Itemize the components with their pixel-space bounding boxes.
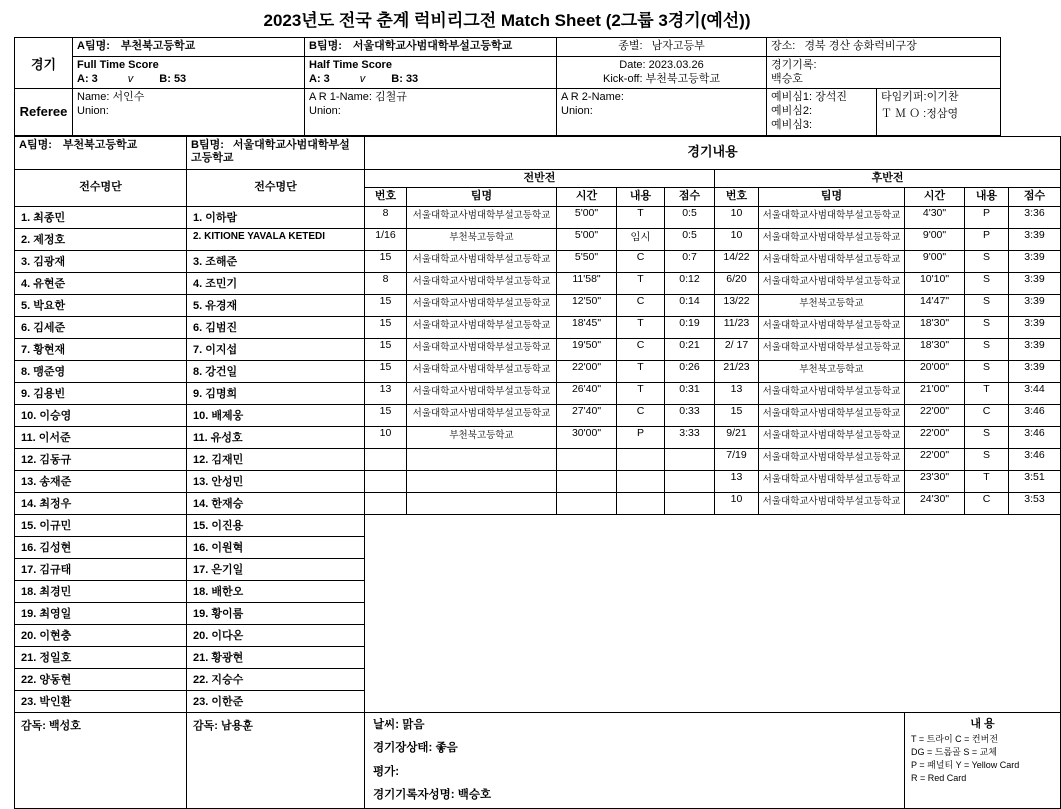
fh-no-12 [365,449,407,471]
sh-time-7: 18'30" [905,339,965,361]
player-a-8: 8. 맹준영 [15,361,187,383]
fh-no-6: 15 [365,317,407,339]
fh-type-3: C [617,251,665,273]
roster-b-header: 전수명단 [187,169,365,207]
fh-type-12 [617,449,665,471]
sh-score-3: 3:39 [1009,251,1061,273]
fh-no-9: 13 [365,383,407,405]
col-no-2: 번호 [715,188,759,207]
player-b-13: 13. 안성민 [187,471,365,493]
division-label: 종별: [618,40,643,52]
sh-type-2: P [965,229,1009,251]
sh-type-12: S [965,449,1009,471]
sh-no-6: 11/23 [715,317,759,339]
player-a-4: 4. 유현준 [15,273,187,295]
sh-type-4: S [965,273,1009,295]
fh-time-1: 5'00" [557,207,617,229]
player-a-2: 2. 제정호 [15,229,187,251]
player-a-6: 6. 김세준 [15,317,187,339]
full-time-cell [73,56,305,89]
player-b-20: 20. 이다온 [187,625,365,647]
fh-score-5: 0:14 [665,295,715,317]
team-b-cell [305,38,557,57]
ar1-name: A R 1-Name: 김철규 [309,91,407,104]
fh-team-2: 부천북고등학교 [407,229,557,251]
referee-label: Referee [15,89,73,135]
fh-type-7: C [617,339,665,361]
sh-team-8: 부천북고등학교 [759,361,905,383]
fh-score-7: 0:21 [665,339,715,361]
fh-time-12 [557,449,617,471]
fh-time-14 [557,493,617,515]
roster-b-label: B팀명: [191,138,224,151]
fh-no-5: 15 [365,295,407,317]
player-a-5: 5. 박요한 [15,295,187,317]
fh-no-3: 15 [365,251,407,273]
sh-no-9: 13 [715,383,759,405]
venue-cell [767,38,1001,57]
sh-no-11: 9/21 [715,427,759,449]
fh-score-14 [665,493,715,515]
sh-team-14: 서울대학교사범대학부설고등학교 [759,493,905,515]
reserve-2: 예비심2: [771,105,813,117]
sh-no-10: 15 [715,405,759,427]
col-time-1: 시간 [557,188,617,207]
team-a-label: A팀명: [77,40,110,52]
player-a-11: 11. 이서준 [15,427,187,449]
fh-team-1: 서울대학교사범대학부설고등학교 [407,207,557,229]
fh-no-8: 15 [365,361,407,383]
fh-time-10: 27'40" [557,405,617,427]
fh-type-8: T [617,361,665,383]
table-row [15,471,1061,493]
kickoff-label: Kick-off: 부천북고등학교 [603,72,720,85]
sh-no-13: 13 [715,471,759,493]
sh-score-8: 3:39 [1009,361,1061,383]
sh-no-8: 21/23 [715,361,759,383]
player-b-16: 16. 이원혁 [187,537,365,559]
page-title: 2023년도 전국 춘계 럭비리그전 Match Sheet (2그룹 3경기(예선)) [263,11,751,30]
table-row [15,273,1061,295]
sh-no-3: 14/22 [715,251,759,273]
roster-a-name: 부천북고등학교 [62,138,138,151]
fh-score-1: 0:5 [665,207,715,229]
player-a-3: 3. 김광재 [15,251,187,273]
table-row [15,339,1061,361]
player-a-23: 23. 박인환 [15,691,187,713]
timekeeper-cell [877,89,1001,135]
roster-team-b-cell [187,136,365,169]
player-b-9: 9. 김명희 [187,383,365,405]
player-a-13: 13. 송재준 [15,471,187,493]
sh-time-4: 10'10" [905,273,965,295]
fh-team-3: 서울대학교사범대학부설고등학교 [407,251,557,273]
sh-team-7: 서울대학교사범대학부설고등학교 [759,339,905,361]
ar1-union: Union: [309,105,341,117]
player-a-10: 10. 이승영 [15,405,187,427]
player-a-12: 12. 김동규 [15,449,187,471]
fh-score-3: 0:7 [665,251,715,273]
player-b-23: 23. 이한준 [187,691,365,713]
player-b-4: 4. 조민기 [187,273,365,295]
sh-type-6: S [965,317,1009,339]
col-score-1: 점수 [665,188,715,207]
half-time-cell [305,56,557,89]
fh-type-1: T [617,207,665,229]
sh-score-1: 3:36 [1009,207,1061,229]
col-time-2: 시간 [905,188,965,207]
sh-score-11: 3:46 [1009,427,1061,449]
coach-a: 감독: 백성호 [15,713,187,809]
half-time-label: Half Time Score [309,58,392,71]
sh-type-7: S [965,339,1009,361]
player-b-14: 14. 한재승 [187,493,365,515]
full-time-label: Full Time Score [77,58,159,71]
fh-no-14 [365,493,407,515]
fh-team-12 [407,449,557,471]
fh-type-14 [617,493,665,515]
sh-type-1: P [965,207,1009,229]
table-row [15,383,1061,405]
player-b-17: 17. 은기일 [187,559,365,581]
header-table [14,37,1001,136]
first-half-title: 전반전 [365,169,715,188]
full-time-v: v [127,72,134,85]
sh-type-5: S [965,295,1009,317]
recorder-label: 경기기록: [771,58,817,71]
legend-cell [905,713,1061,809]
venue-value: 경북 경산 송화럭비구장 [804,40,917,52]
table-row [15,427,1061,449]
sh-time-3: 9'00" [905,251,965,273]
recorder-cell [767,56,1001,89]
fh-type-6: T [617,317,665,339]
legend-line-1: T = 트라이 C = 컨버전 [911,733,999,744]
sh-score-10: 3:46 [1009,405,1061,427]
fh-team-6: 서울대학교사범대학부설고등학교 [407,317,557,339]
player-a-17: 17. 김규태 [15,559,187,581]
fh-no-13 [365,471,407,493]
fh-time-9: 26'40" [557,383,617,405]
fh-type-13 [617,471,665,493]
player-a-14: 14. 최정우 [15,493,187,515]
ar1-cell [305,89,557,135]
fh-score-13 [665,471,715,493]
fh-score-6: 0:19 [665,317,715,339]
date-label: Date: 2023.03.26 [619,58,704,71]
player-a-1: 1. 최종민 [15,207,187,229]
sh-score-6: 3:39 [1009,317,1061,339]
sh-time-1: 4'30" [905,207,965,229]
fh-score-4: 0:12 [665,273,715,295]
sh-no-4: 6/20 [715,273,759,295]
sh-team-11: 서울대학교사범대학부설고등학교 [759,427,905,449]
date-kickoff-cell [557,56,767,89]
full-time-a: A: 3 [77,72,98,85]
fh-team-9: 서울대학교사범대학부설고등학교 [407,383,557,405]
player-b-21: 21. 황광현 [187,647,365,669]
ar2-name: A R 2-Name: [561,91,624,104]
table-row [15,295,1061,317]
conditions-cell [365,713,905,809]
sh-no-2: 10 [715,229,759,251]
venue-label: 장소: [771,40,796,52]
sh-score-5: 3:39 [1009,295,1061,317]
sh-time-14: 24'30" [905,493,965,515]
sh-time-5: 14'47" [905,295,965,317]
player-a-20: 20. 이현충 [15,625,187,647]
fh-team-4: 서울대학교사범대학부설고등학교 [407,273,557,295]
player-a-18: 18. 최경민 [15,581,187,603]
recorder-name: 백승호 [771,72,803,85]
fh-team-13 [407,471,557,493]
col-type-2: 내용 [965,188,1009,207]
sh-no-1: 10 [715,207,759,229]
team-b-label: B팀명: [309,40,342,52]
table-row [15,229,1061,251]
main-table [14,136,1061,809]
fh-no-2: 1/16 [365,229,407,251]
ar2-cell [557,89,767,135]
sh-no-12: 7/19 [715,449,759,471]
player-b-15: 15. 이진용 [187,515,365,537]
col-team-1: 팀명 [407,188,557,207]
sh-team-2: 서울대학교사범대학부설고등학교 [759,229,905,251]
roster-a-label: A팀명: [19,138,52,151]
sh-score-7: 3:39 [1009,339,1061,361]
recorder-sign: 경기기록자성명: 백승호 [373,789,492,802]
fh-type-11: P [617,427,665,449]
division-value: 남자고등부 [651,40,705,52]
sh-score-4: 3:39 [1009,273,1061,295]
sh-type-13: T [965,471,1009,493]
fh-time-4: 11'58" [557,273,617,295]
table-row [15,207,1061,229]
roster-b-name: 서울대학교사범대학부설고등학교 [191,138,350,165]
fh-score-9: 0:31 [665,383,715,405]
sh-no-7: 2/ 17 [715,339,759,361]
team-b-name: 서울대학교사범대학부설고등학교 [352,40,513,52]
fh-time-3: 5'50" [557,251,617,273]
fh-team-14 [407,493,557,515]
sh-time-12: 22'00" [905,449,965,471]
fh-time-11: 30'00" [557,427,617,449]
fh-type-9: T [617,383,665,405]
full-time-b: B: 53 [159,72,187,85]
fh-team-7: 서울대학교사범대학부설고등학교 [407,339,557,361]
sh-time-2: 9'00" [905,229,965,251]
player-b-5: 5. 유경재 [187,295,365,317]
player-b-11: 11. 유성호 [187,427,365,449]
sh-team-5: 부천북고등학교 [759,295,905,317]
sh-time-11: 22'00" [905,427,965,449]
player-b-10: 10. 배제웅 [187,405,365,427]
sh-type-14: C [965,493,1009,515]
referee-union: Union: [77,105,109,117]
player-b-2: 2. KITIONE YAVALA KETEDI [187,229,365,251]
legend-line-2: DG = 드롭골 S = 교체 [911,746,997,757]
fh-time-8: 22'00" [557,361,617,383]
player-b-18: 18. 배한오 [187,581,365,603]
ground-condition: 경기장상태: 좋음 [373,742,458,755]
fh-score-8: 0:26 [665,361,715,383]
sh-time-8: 20'00" [905,361,965,383]
coach-b: 감독: 남용훈 [187,713,365,809]
events-blank-area [365,515,1061,713]
fh-type-10: C [617,405,665,427]
table-row [15,317,1061,339]
fh-time-13 [557,471,617,493]
sh-team-13: 서울대학교사범대학부설고등학교 [759,471,905,493]
fh-team-11: 부천북고등학교 [407,427,557,449]
table-row [15,449,1061,471]
sh-no-5: 13/22 [715,295,759,317]
player-b-12: 12. 김재민 [187,449,365,471]
fh-score-11: 3:33 [665,427,715,449]
fh-team-10: 서울대학교사범대학부설고등학교 [407,405,557,427]
tmo: Ｔ Ｍ Ｏ :정삼영 [881,108,959,120]
roster-a-header: 전수명단 [15,169,187,207]
sh-time-6: 18'30" [905,317,965,339]
fh-time-7: 19'50" [557,339,617,361]
player-b-8: 8. 강건일 [187,361,365,383]
sh-team-12: 서울대학교사범대학부설고등학교 [759,449,905,471]
table-row [15,493,1061,515]
player-a-21: 21. 정일호 [15,647,187,669]
sh-type-9: T [965,383,1009,405]
rating: 평가: [373,765,400,778]
col-type-1: 내용 [617,188,665,207]
fh-no-4: 8 [365,273,407,295]
team-a-name: 부천북고등학교 [120,40,196,52]
weather: 날씨: 맑음 [373,719,425,731]
match-label: 경기 [15,38,73,89]
legend-line-3: P = 패널티 Y = Yellow Card [911,760,1020,771]
reserve-referees-cell [767,89,877,135]
fh-no-7: 15 [365,339,407,361]
roster-team-a-cell [15,136,187,169]
ar2-union: Union: [561,105,593,117]
referee-cell [73,89,305,135]
player-b-22: 22. 지승수 [187,669,365,691]
player-a-19: 19. 최영일 [15,603,187,625]
player-a-15: 15. 이규민 [15,515,187,537]
half-time-v: v [359,72,366,85]
timekeeper: 타임키퍼:이기찬 [881,91,959,104]
team-a-cell [73,38,305,57]
sh-team-9: 서울대학교사범대학부설고등학교 [759,383,905,405]
player-b-3: 3. 조해준 [187,251,365,273]
sh-score-14: 3:53 [1009,493,1061,515]
sh-score-12: 3:46 [1009,449,1061,471]
sh-type-11: S [965,427,1009,449]
sh-team-1: 서울대학교사범대학부설고등학교 [759,207,905,229]
table-row [15,515,1061,537]
fh-time-6: 18'45" [557,317,617,339]
sh-team-4: 서울대학교사범대학부설고등학교 [759,273,905,295]
sh-score-9: 3:44 [1009,383,1061,405]
legend-title: 내 용 [970,718,995,730]
legend-line-4: R = Red Card [911,773,967,784]
col-no-1: 번호 [365,188,407,207]
player-a-9: 9. 김용빈 [15,383,187,405]
fh-no-11: 10 [365,427,407,449]
fh-no-10: 15 [365,405,407,427]
sh-time-9: 21'00" [905,383,965,405]
player-a-7: 7. 황현재 [15,339,187,361]
sh-score-2: 3:39 [1009,229,1061,251]
fh-time-2: 5'00" [557,229,617,251]
half-time-a: A: 3 [309,72,330,85]
reserve-1: 예비심1: 장석진 [771,91,848,104]
col-team-2: 팀명 [759,188,905,207]
fh-score-2: 0:5 [665,229,715,251]
player-b-19: 19. 황이룸 [187,603,365,625]
fh-type-5: C [617,295,665,317]
fh-type-2: 임시 [617,229,665,251]
sh-score-13: 3:51 [1009,471,1061,493]
table-row [15,251,1061,273]
half-time-b: B: 33 [391,72,419,85]
referee-name: Name: 서인수 [77,91,145,104]
fh-type-4: T [617,273,665,295]
sh-team-3: 서울대학교사범대학부설고등학교 [759,251,905,273]
player-a-22: 22. 양동현 [15,669,187,691]
fh-score-12 [665,449,715,471]
fh-score-10: 0:33 [665,405,715,427]
sh-type-3: S [965,251,1009,273]
player-a-16: 16. 김성현 [15,537,187,559]
sh-time-13: 23'30" [905,471,965,493]
sh-type-8: S [965,361,1009,383]
fh-time-5: 12'50" [557,295,617,317]
player-b-6: 6. 김범진 [187,317,365,339]
table-row [15,405,1061,427]
sh-team-10: 서울대학교사범대학부설고등학교 [759,405,905,427]
sh-team-6: 서울대학교사범대학부설고등학교 [759,317,905,339]
sh-no-14: 10 [715,493,759,515]
second-half-title: 후반전 [715,169,1061,188]
sh-time-10: 22'00" [905,405,965,427]
sh-type-10: C [965,405,1009,427]
col-score-2: 점수 [1009,188,1061,207]
player-b-7: 7. 이지섭 [187,339,365,361]
table-row [15,361,1061,383]
match-content-title: 경기내용 [365,136,1061,169]
fh-no-1: 8 [365,207,407,229]
fh-team-5: 서울대학교사범대학부설고등학교 [407,295,557,317]
reserve-3: 예비심3: [771,118,813,131]
division-cell [557,38,767,57]
player-b-1: 1. 이하람 [187,207,365,229]
fh-team-8: 서울대학교사범대학부설고등학교 [407,361,557,383]
